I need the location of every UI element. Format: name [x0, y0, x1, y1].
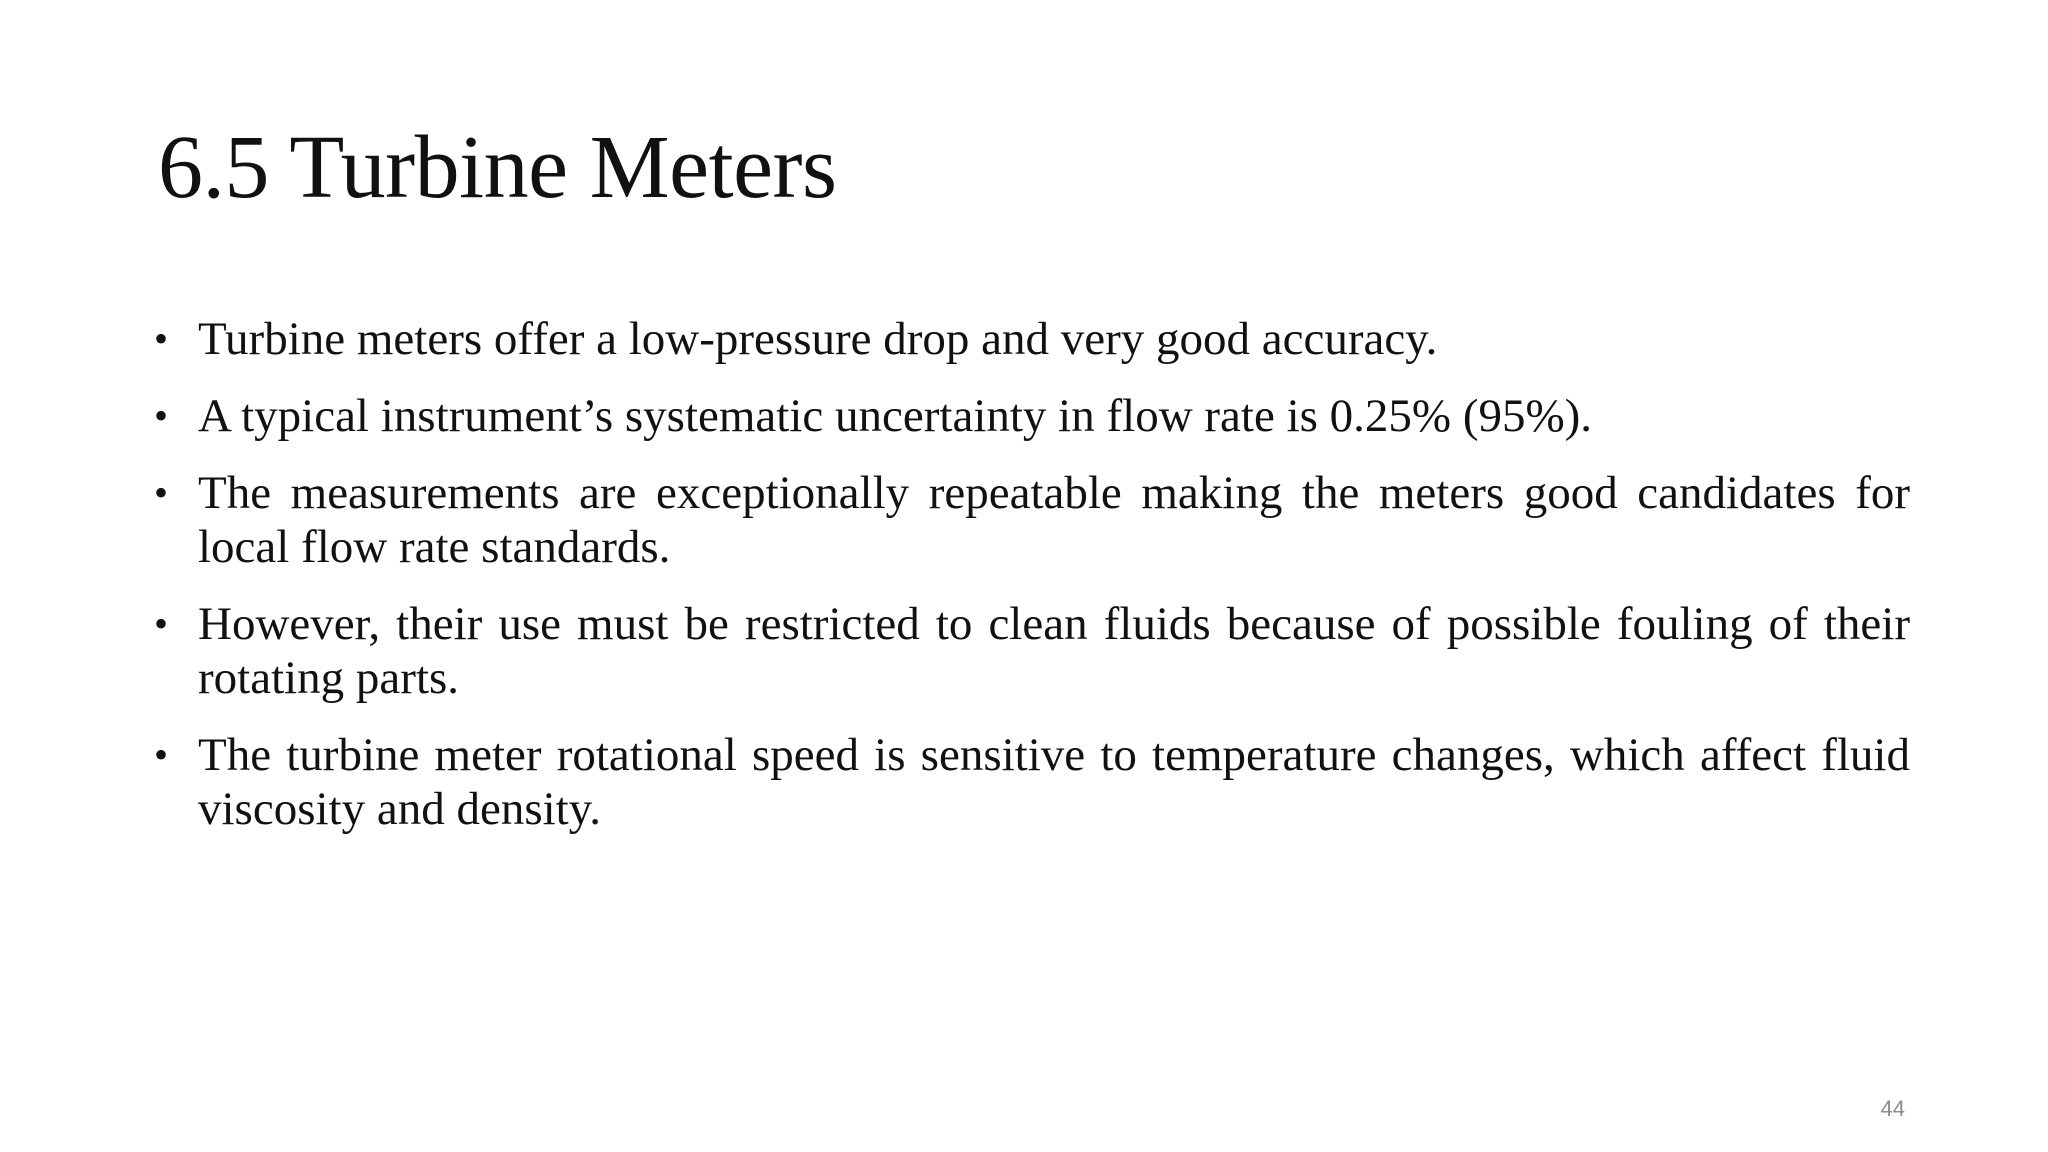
bullet-text: However, their use must be restricted to clean fluids because of possible fouling of their rotating parts. — [198, 598, 1910, 704]
slide-title: 6.5 Turbine Meters — [158, 118, 837, 217]
bullet-marker: • — [154, 470, 169, 515]
bullet-text: The turbine meter rotational speed is sensitive to temperature changes, which affect fluid viscosity and density. — [198, 729, 1910, 835]
bullet-item-1 — [150, 312, 1910, 366]
bullet-text: The measurements are exceptionally repeatable making the meters good candidates for local flow rate standards. — [198, 467, 1910, 573]
bullet-item-2 — [150, 389, 1910, 443]
bullet-item-5 — [150, 728, 1910, 836]
bullet-item-4 — [150, 597, 1910, 705]
bullet-text: Turbine meters offer a low-pressure drop and very good accuracy. — [198, 313, 1438, 365]
bullet-marker: • — [154, 393, 169, 438]
bullet-marker: • — [154, 316, 169, 361]
bullet-list — [150, 312, 1910, 859]
bullet-marker: • — [154, 732, 169, 777]
bullet-text: A typical instrument’s systematic uncertainty in flow rate is 0.25% (95%). — [198, 390, 1593, 442]
page-number: 44 — [1880, 1096, 1905, 1121]
bullet-item-3 — [150, 466, 1910, 574]
bullet-marker: • — [154, 601, 169, 646]
